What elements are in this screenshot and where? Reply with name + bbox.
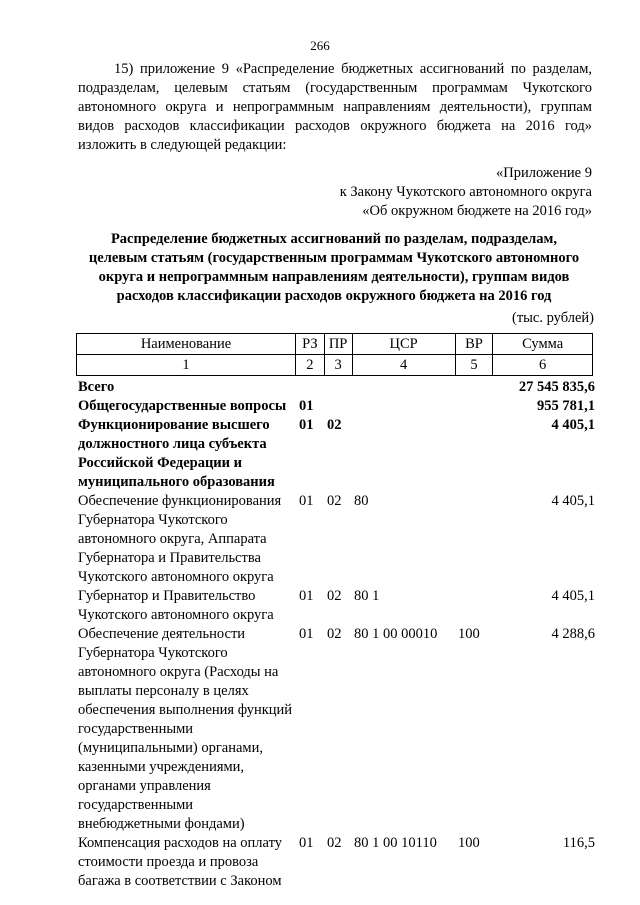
row-sum: 4 405,1 <box>551 493 595 509</box>
row-vr: 100 <box>458 835 480 851</box>
row-vr <box>458 492 495 587</box>
table-row <box>76 625 595 834</box>
colnum-2: 2 <box>296 355 325 376</box>
row-csr <box>354 397 458 416</box>
budget-table <box>76 378 595 891</box>
colnum-3: 3 <box>324 355 352 376</box>
colnum-5: 5 <box>455 355 493 376</box>
row-vr <box>458 416 495 492</box>
table-row <box>76 492 595 587</box>
row-csr: 80 1 00 10110 <box>354 835 437 851</box>
row-name: Обеспечение функционирования Губернатора Чукотского автономного округа, Аппарата Губернатора и Правительства Чукотского автономного округа <box>78 493 282 585</box>
row-sum: 4 405,1 <box>551 588 595 604</box>
table-row <box>76 416 595 492</box>
table-row <box>76 587 595 625</box>
table-row <box>76 397 595 416</box>
row-rz: 01 <box>299 417 314 433</box>
row-vr <box>458 397 495 416</box>
row-name: Общегосударственные вопросы <box>78 398 287 414</box>
row-pr: 02 <box>327 835 342 851</box>
row-sum: 955 781,1 <box>537 398 595 414</box>
row-pr: 02 <box>327 588 342 604</box>
table-row <box>76 378 595 397</box>
row-rz: 01 <box>299 626 314 642</box>
header-pr: ПР <box>324 334 352 355</box>
header-csr: ЦСР <box>352 334 455 355</box>
colnum-4: 4 <box>352 355 455 376</box>
page-number: 266 <box>310 38 330 53</box>
colnum-1: 1 <box>77 355 296 376</box>
column-number-row <box>77 355 593 376</box>
row-rz <box>299 378 327 397</box>
row-sum: 27 545 835,6 <box>518 379 595 395</box>
table-header <box>76 333 593 376</box>
row-name: Функционирование высшего должностного лица субъекта Российской Федерации и муниципального образования <box>78 417 275 490</box>
intro-text: 15) приложение 9 «Распределение бюджетных ассигнований по разделам, подразделам, целевым статьям (государственным программам Чукотского автономного округа и непрограммным направлениям деятельности), группам видов расходов классификации расходов окружного бюджета на 2016 год» изложить в следующей редакции: <box>78 61 592 153</box>
header-rz: РЗ <box>296 334 325 355</box>
row-csr: 80 1 00 00010 <box>354 626 438 642</box>
colnum-6: 6 <box>493 355 593 376</box>
row-rz: 01 <box>299 588 314 604</box>
row-name: Всего <box>78 379 115 395</box>
row-vr: 100 <box>458 626 480 642</box>
row-rz: 01 <box>299 398 314 414</box>
header-name: Наименование <box>77 334 296 355</box>
table-row <box>76 834 595 891</box>
row-sum: 4 288,6 <box>551 626 595 642</box>
header-vr: ВР <box>455 334 493 355</box>
intro-paragraph <box>78 60 592 155</box>
row-pr <box>327 378 354 397</box>
row-pr: 02 <box>327 493 342 509</box>
row-name: Обеспечение деятельности Губернатора Чукотского автономного округа (Расходы на выплаты персоналу в целях обеспечения выполнения функций государственными (муниципальными) органами, казенными учреждениями, органами управления государственными внебюджетными фондами) <box>78 626 293 832</box>
header-row <box>77 334 593 355</box>
row-pr <box>327 397 354 416</box>
document-title: Распределение бюджетных ассигнований по разделам, подразделам, целевым статьям (государственным программам Чукотского автономного округа и непрограммным направлениям деятельности), группам видов расходов классификации расходов окружного бюджета на 2016 год <box>88 231 580 304</box>
row-csr <box>354 416 458 492</box>
row-name: Губернатор и Правительство Чукотского автономного округа <box>78 588 274 623</box>
row-csr <box>354 378 458 397</box>
row-pr: 02 <box>327 417 342 433</box>
row-sum: 116,5 <box>562 835 595 851</box>
units-label: (тыс. рублей) <box>512 310 594 326</box>
row-pr: 02 <box>327 626 342 642</box>
row-name: Компенсация расходов на оплату стоимости проезда и провоза багажа в соответствии с Законом <box>78 835 282 889</box>
appendix-line-3: «Об окружном бюджете на 2016 год» <box>362 203 592 219</box>
row-rz: 01 <box>299 493 314 509</box>
row-vr <box>458 378 495 397</box>
row-csr: 80 <box>354 493 369 509</box>
header-sum: Сумма <box>493 334 593 355</box>
row-rz: 01 <box>299 835 314 851</box>
row-csr: 80 1 <box>354 588 380 604</box>
row-vr <box>458 587 495 625</box>
appendix-line-1: «Приложение 9 <box>496 165 592 181</box>
appendix-line-2: к Закону Чукотского автономного округа <box>339 184 592 200</box>
row-sum: 4 405,1 <box>551 417 595 433</box>
appendix-header <box>292 164 592 221</box>
